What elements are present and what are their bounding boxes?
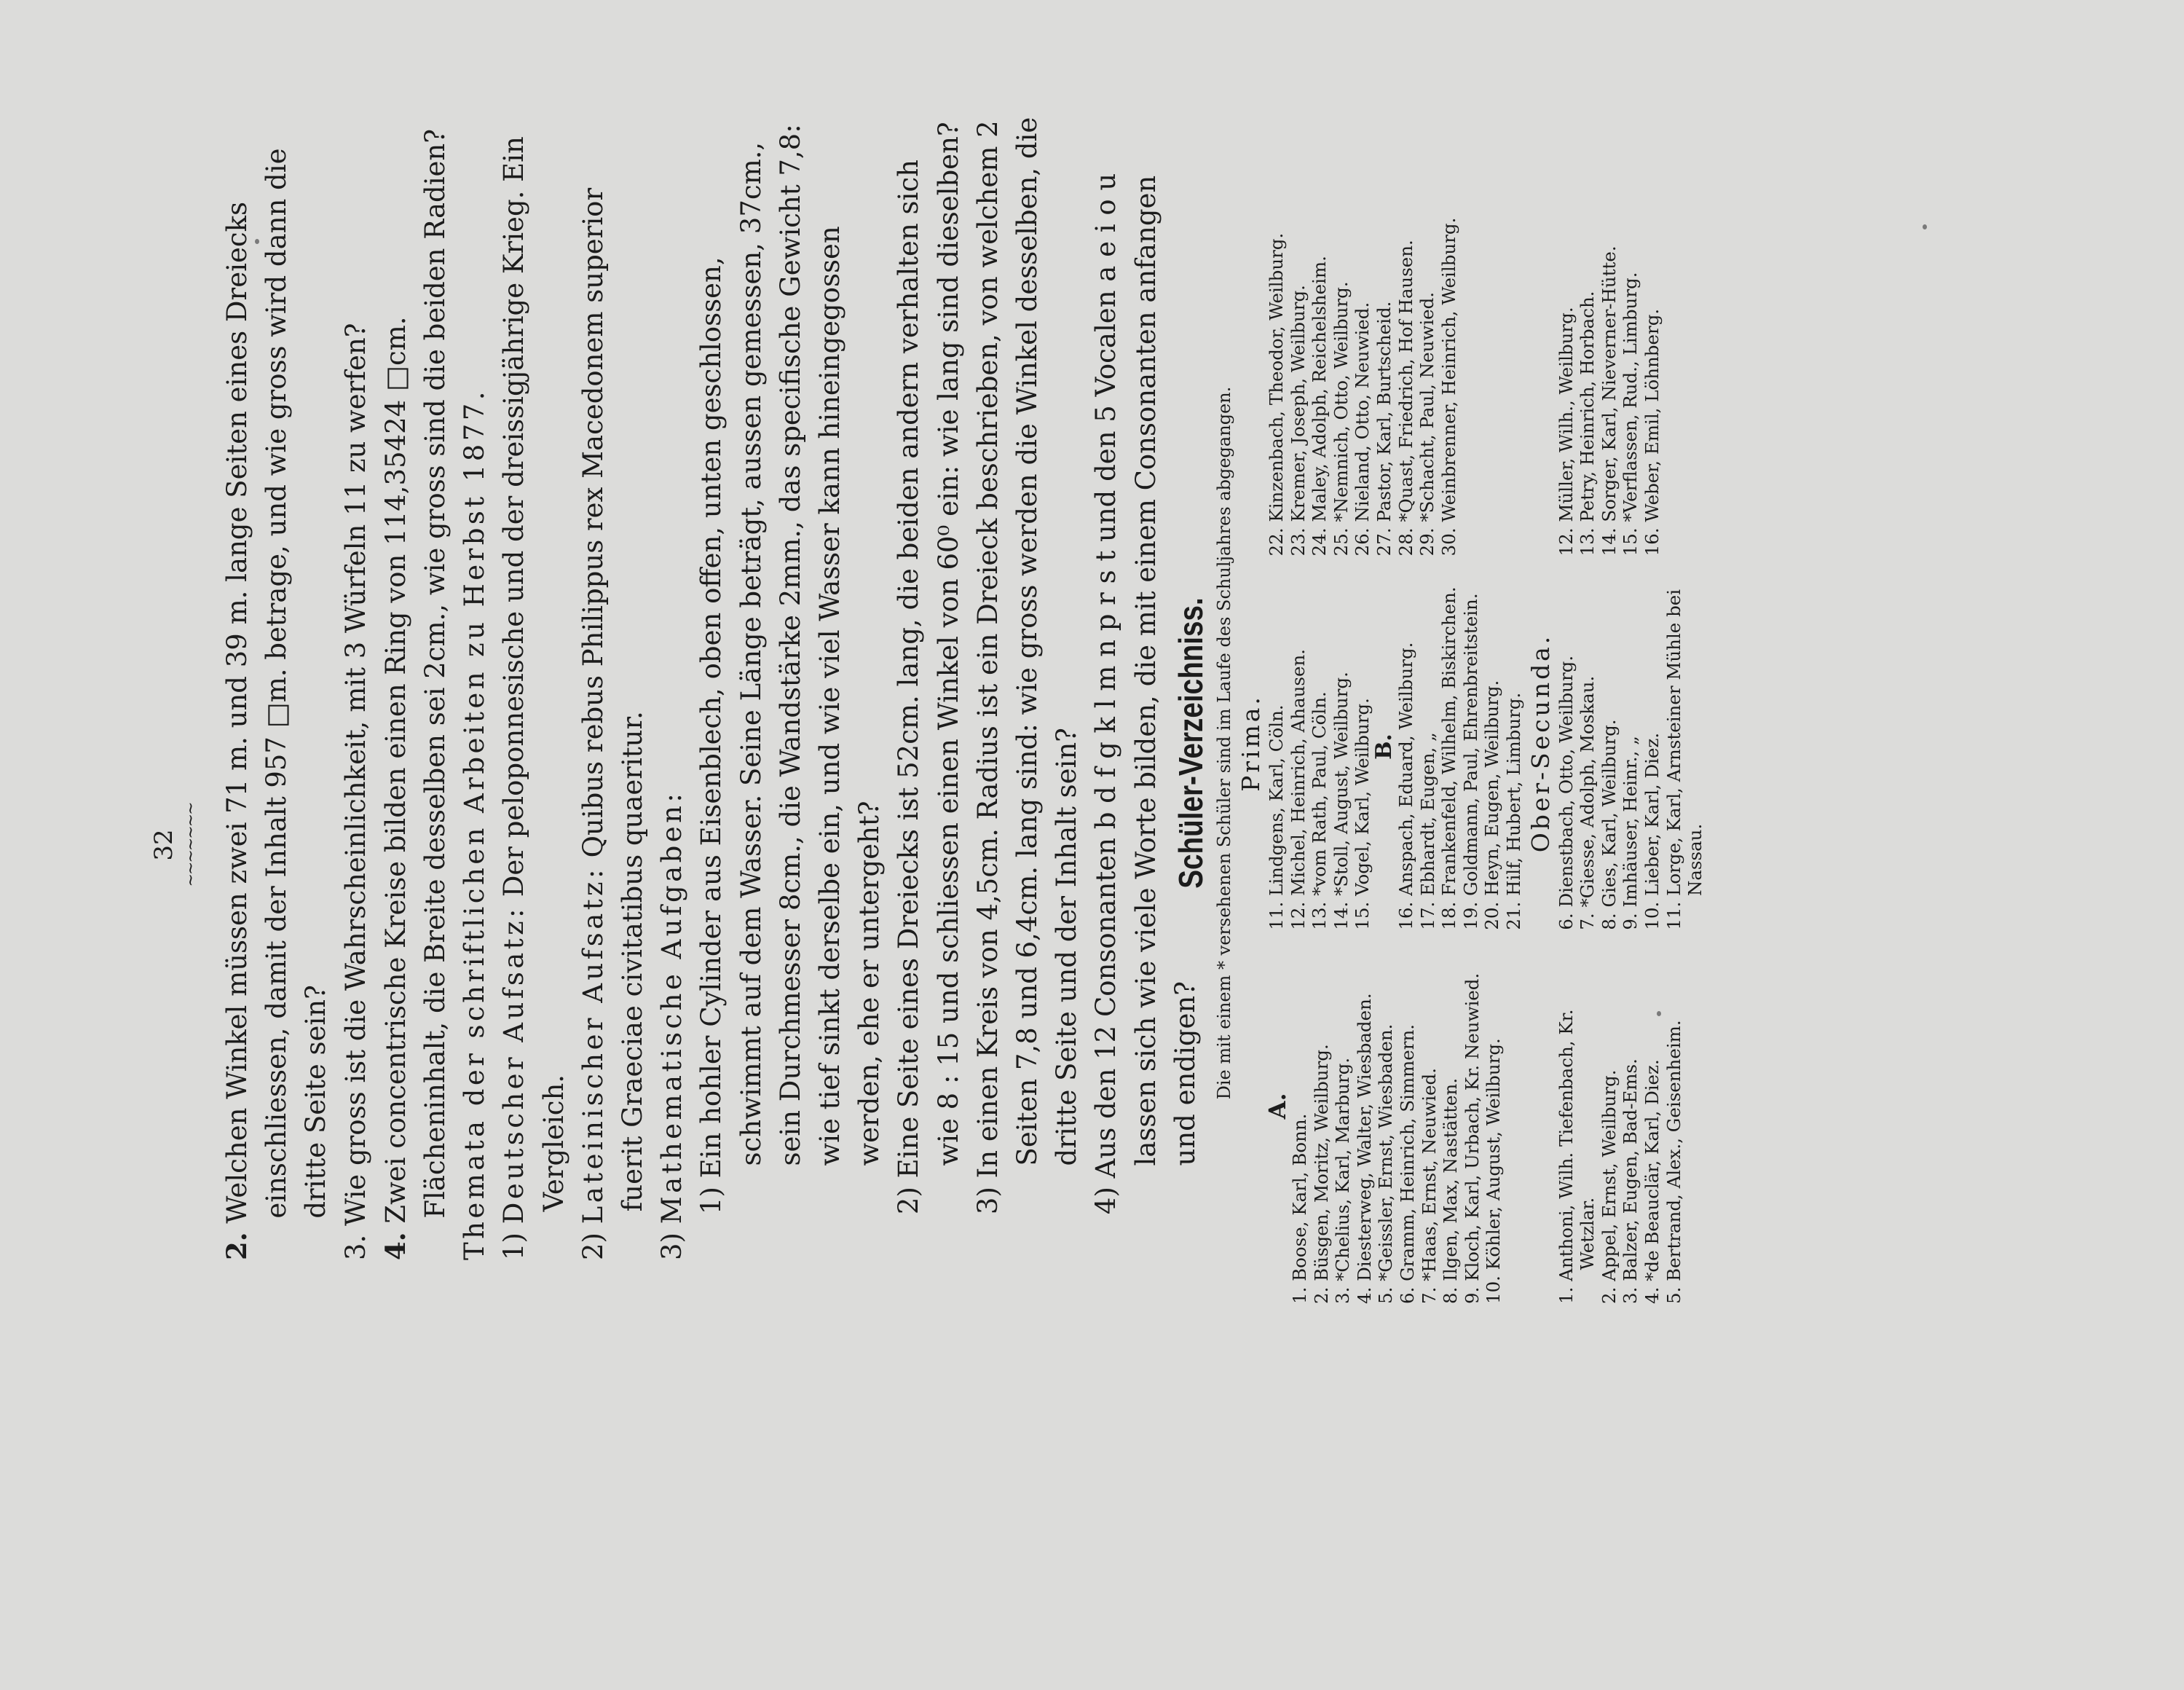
math-task-2: 2) Eine Seite eines Dreiecks ist 52cm. lang, die beiden andern verhalten sich wie 8 : 15 und schliessen einen Winkel von 60⁰ ein: wie lang sind dieselben? <box>893 122 964 1215</box>
question-4: 4. Zwei concentrische Kreise bilden einen Ring von 114,35424 □cm. Flächeninhalt, die Breite desselben sei 2cm., wie gross sind die beiden Radien? <box>379 128 452 1260</box>
list-item: 7. *Haas, Ernst, Neuwied. <box>1418 1067 1440 1304</box>
exam-questions <box>217 117 1205 1260</box>
list-item: 11. Lindgens, Karl, Cöln. <box>1266 704 1287 930</box>
ober-secunda-list <box>1556 182 1706 1304</box>
math-task-3: 3) In einen Kreis von 4,5cm. Radius ist ein Dreieck beschrieben, von welchem 2 Seiten 7,8 und 6,4cm. lang sind: wie gross werden die Winkel desselben, die dritte Seite und der Inhalt sein? <box>971 117 1083 1215</box>
list-item: 28. *Quast, Friedrich, Hof Hausen. <box>1395 240 1416 557</box>
list-item: 2. Büsgen, Moritz, Weilburg. <box>1310 1044 1332 1304</box>
group-b-heading: B. <box>1371 734 1397 760</box>
list-item: 3. Balzer, Eugen, Bad-Ems. <box>1620 1058 1641 1304</box>
list-item: 20. Heyn, Eugen, Weilburg. <box>1481 680 1503 930</box>
ornament: ~~~~~~~ <box>182 803 200 887</box>
list-item: 10. Lieber, Karl, Diez. <box>1641 732 1663 930</box>
list-item: 3. *Chelius, Karl, Marburg. <box>1332 1057 1354 1304</box>
section-title: Schüler-Verzeichniss. <box>1172 597 1210 889</box>
list-item: 26. Nieland, Otto, Neuwied. <box>1352 302 1373 557</box>
list-item: 23. Kremer, Joseph, Weilburg. <box>1287 285 1309 557</box>
list-item: 2. Appel, Ernst, Weilburg. <box>1598 1069 1620 1304</box>
prima-column-1 <box>1266 930 1525 1304</box>
prima-list <box>1266 182 1525 1304</box>
list-item: 9. Kloch, Karl, Urbach, Kr. Neuwied. <box>1461 972 1483 1304</box>
list-item: 12. Müller, Wilh., Weilburg. <box>1555 307 1577 557</box>
list-item: 7. *Giesse, Adolph, Moskau. <box>1577 675 1598 930</box>
list-item: 25. *Nemnich, Otto, Weilburg. <box>1330 281 1352 557</box>
list-item: 12. Michel, Heinrich, Ahausen. <box>1287 648 1309 930</box>
paper-speck <box>255 239 259 244</box>
list-item: 18. Frankenfeld, Wilhelm, Biskirchen. <box>1438 586 1460 930</box>
page-number: 32 <box>149 829 178 861</box>
question-3: 3. Wie gross ist die Wahrscheinlichkeit, mit 3 Würfeln 11 zu werfen? <box>339 323 371 1260</box>
list-item: 16. Anspach, Eduard, Weilburg. <box>1395 642 1416 930</box>
list-item: 4. *de Beauclär, Karl, Diez. <box>1641 1059 1663 1304</box>
mathematische-aufgaben: 3) Mathematische Aufgaben: <box>656 790 688 1260</box>
list-item: 14. *Stoll, August, Weilburg. <box>1330 672 1352 930</box>
list-item: 11. Lorge, Karl, Arnsteiner Mühle bei Nassau. <box>1663 589 1706 930</box>
list-item: 8. Ilgen, Max, Nastätten. <box>1440 1077 1462 1304</box>
list-item: 13. Petry, Heinrich, Horbach. <box>1577 291 1598 557</box>
list-item: 22. Kinzenbach, Theodor, Weilburg. <box>1266 232 1287 557</box>
group-a-heading: A. <box>1264 1093 1291 1120</box>
secunda-column-3 <box>1556 182 1706 556</box>
math-task-1: 1) Ein hohler Cylinder aus Eisenblech, oben offen, unten geschlossen, schwimmt auf dem Wasser. Seine Länge beträgt, aussen gemessen, 37cm., sein Durchmesser 8cm., die Wandstärke 2mm., das specifische Gewicht 7,8: wie tief sinkt derselbe ein, und wie viel Wasser kann hineingegossen werden, ehe er untergeht? <box>695 124 886 1215</box>
secunda-column-2 <box>1556 556 1706 930</box>
prima-title: Prima. <box>1237 694 1265 792</box>
deutscher-aufsatz: 1) Deutscher Aufsatz: Der peloponnesische und der dreissigjährige Krieg. Ein Vergleich. <box>498 136 569 1260</box>
ober-secunda-title: Ober-Secunda. <box>1526 633 1555 853</box>
section-note: Die mit einem * versehenen Schüler sind im Laufe des Schuljahres abgegangen. <box>1214 386 1234 1100</box>
list-item: 9. Imhäuser, Heinr., „ <box>1620 736 1641 930</box>
lateinischer-aufsatz: 2) Lateinischer Aufsatz: Quibus rebus Philippus rex Macedonem superior fuerit Graeciae civitatibus quaeritur. <box>577 187 649 1260</box>
list-item: 21. Hilf, Hubert, Limburg. <box>1502 692 1524 930</box>
secunda-column-1 <box>1556 930 1706 1304</box>
prima-column-3 <box>1266 182 1525 556</box>
list-item: 13. *vom Rath, Paul, Cöln. <box>1309 691 1330 930</box>
paper-speck <box>1657 1011 1661 1016</box>
math-task-4: 4) Aus den 12 Consonanten b d f g k l m n p r s t und den 5 Vocalen a e i o u lassen sich wie viele Worte bilden, die mit einem Consonanten anfangen und endigen? <box>1090 173 1201 1215</box>
list-item: 5. Bertrand, Alex., Geisenheim. <box>1663 1020 1684 1304</box>
list-item: 4. Diesterweg, Walter, Wiesbaden. <box>1353 993 1375 1304</box>
list-item: 16. Weber, Emil, Löhnberg. <box>1641 308 1663 557</box>
list-item: 19. Goldmann, Paul, Ehrenbreitstein. <box>1459 593 1481 930</box>
list-item: 15. *Verflassen, Rud., Limburg. <box>1620 272 1641 557</box>
paper-speck <box>1923 224 1927 229</box>
list-item: 14. Sorger, Karl, Nieverner-Hütte. <box>1598 245 1620 557</box>
themata-heading: Themata der schriftlichen Arbeiten zu Herbst 1877. <box>459 388 491 1260</box>
schueler-verzeichniss <box>1172 182 1706 1304</box>
list-item: 1. Boose, Karl, Bonn. <box>1289 1113 1310 1304</box>
list-item: 5. *Geissler, Ernst, Wiesbaden. <box>1375 1023 1397 1304</box>
list-item: 6. Dienstbach, Otto, Weilburg. <box>1555 655 1577 930</box>
list-item: 30. Weinbrenner, Heinrich, Weilburg. <box>1438 217 1459 557</box>
list-item: 6. Gramm, Heinrich, Simmern. <box>1396 1023 1418 1304</box>
list-item: 17. Ebhardt, Eugen, „ <box>1416 732 1438 930</box>
list-item: 8. Gies, Karl, Weilburg. <box>1598 719 1620 930</box>
list-item: 24. Maley, Adolph, Reichelsheim. <box>1309 256 1330 557</box>
list-item: 1. Anthoni, Wilh. Tiefenbach, Kr. Wetzlar. <box>1555 1009 1598 1304</box>
list-item: 10. Köhler, August, Weilburg. <box>1483 1038 1505 1304</box>
list-item: 29. *Schacht, Paul, Neuwied. <box>1416 291 1438 557</box>
question-2: 2. Welchen Winkel müssen zwei 71 m. und 39 m. lange Seiten eines Dreiecks einschliessen, damit der Inhalt 957 □m. betrage, und wie gross wird dann die dritte Seite sein? <box>221 148 332 1260</box>
prima-column-2 <box>1266 556 1525 930</box>
list-item: 15. Vogel, Karl, Weilburg. <box>1352 698 1373 930</box>
list-item: 27. Pastor, Karl, Burtscheid. <box>1373 301 1395 557</box>
